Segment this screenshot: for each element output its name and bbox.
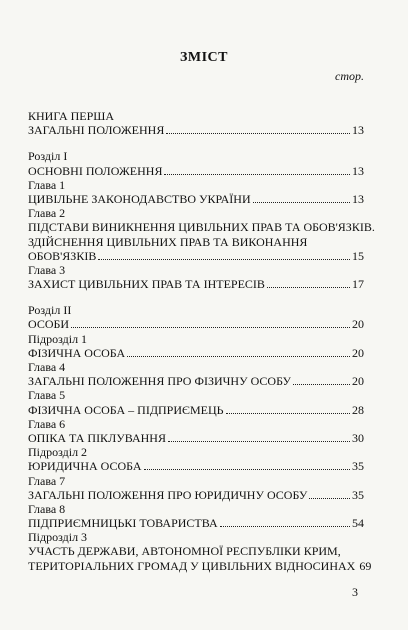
toc-entry: Глава 2 xyxy=(28,206,66,221)
toc-entry: ФІЗИЧНА ОСОБА 20 xyxy=(28,345,364,360)
page-number: 3 xyxy=(352,585,358,599)
table-of-contents xyxy=(28,109,375,573)
toc-entry: Глава 3 xyxy=(28,262,66,277)
toc-entry: ОСНОВНІ ПОЛОЖЕННЯ 13 xyxy=(28,163,364,178)
toc-entry: КНИГА ПЕРША xyxy=(28,109,115,123)
toc-entry: Глава 6 xyxy=(28,416,66,431)
toc-entry: Глава 8 xyxy=(28,501,66,516)
page-title: ЗМІСТ xyxy=(180,50,228,65)
toc-entry: ПІДСТАВИ ВИНИКНЕННЯ ЦИВІЛЬНИХ ПРАВ ТА ОБОВ'ЯЗКІВ. xyxy=(28,220,375,235)
toc-entry: Глава 4 xyxy=(28,360,66,374)
toc-entry: Підрозділ 3 xyxy=(28,530,88,545)
toc-entry: ОПІКА ТА ПІКЛУВАННЯ 30 xyxy=(28,430,364,445)
toc-entry: ЗДІЙСНЕННЯ ЦИВІЛЬНИХ ПРАВ ТА ВИКОНАННЯ xyxy=(28,234,308,249)
toc-entry: ЗАХИСТ ЦИВІЛЬНИХ ПРАВ ТА ІНТЕРЕСІВ 17 xyxy=(28,277,364,292)
page-column-label: стор. xyxy=(335,69,364,83)
toc-entry: Підрозділ 1 xyxy=(28,331,88,346)
toc-entry: Глава 1 xyxy=(28,177,66,192)
toc-entry: Глава 5 xyxy=(28,388,66,403)
toc-entry: ФІЗИЧНА ОСОБА – ПІДПРИЄМЕЦЬ 28 xyxy=(28,402,364,417)
toc-entry: Розділ II xyxy=(28,303,72,318)
toc-entry: Розділ I xyxy=(28,149,68,164)
toc-entry: ОБОВ'ЯЗКІВ 15 xyxy=(28,248,364,263)
toc-entry: ЮРИДИЧНА ОСОБА 35 xyxy=(28,459,364,474)
toc-entry: УЧАСТЬ ДЕРЖАВИ, АВТОНОМНОЇ РЕСПУБЛІКИ КРИМ, xyxy=(28,544,341,559)
toc-entry: ЗАГАЛЬНІ ПОЛОЖЕННЯ ПРО ФІЗИЧНУ ОСОБУ 20 xyxy=(28,374,364,389)
toc-entry: Підрозділ 2 xyxy=(28,445,88,460)
toc-entry: ЗАГАЛЬНІ ПОЛОЖЕННЯ 13 xyxy=(28,123,364,138)
toc-entry: ПІДПРИЄМНИЦЬКІ ТОВАРИСТВА 54 xyxy=(28,516,364,531)
toc-entry: ОСОБИ 20 xyxy=(28,317,364,332)
toc-entry: ТЕРИТОРІАЛЬНИХ ГРОМАД У ЦИВІЛЬНИХ ВІДНОСИНАХ 69 xyxy=(28,558,372,573)
toc-entry: Глава 7 xyxy=(28,473,66,488)
toc-entry: ЗАГАЛЬНІ ПОЛОЖЕННЯ ПРО ЮРИДИЧНУ ОСОБУ 35 xyxy=(28,487,364,502)
toc-entry: ЦИВІЛЬНЕ ЗАКОНОДАВСТВО УКРАЇНИ 13 xyxy=(28,191,364,206)
